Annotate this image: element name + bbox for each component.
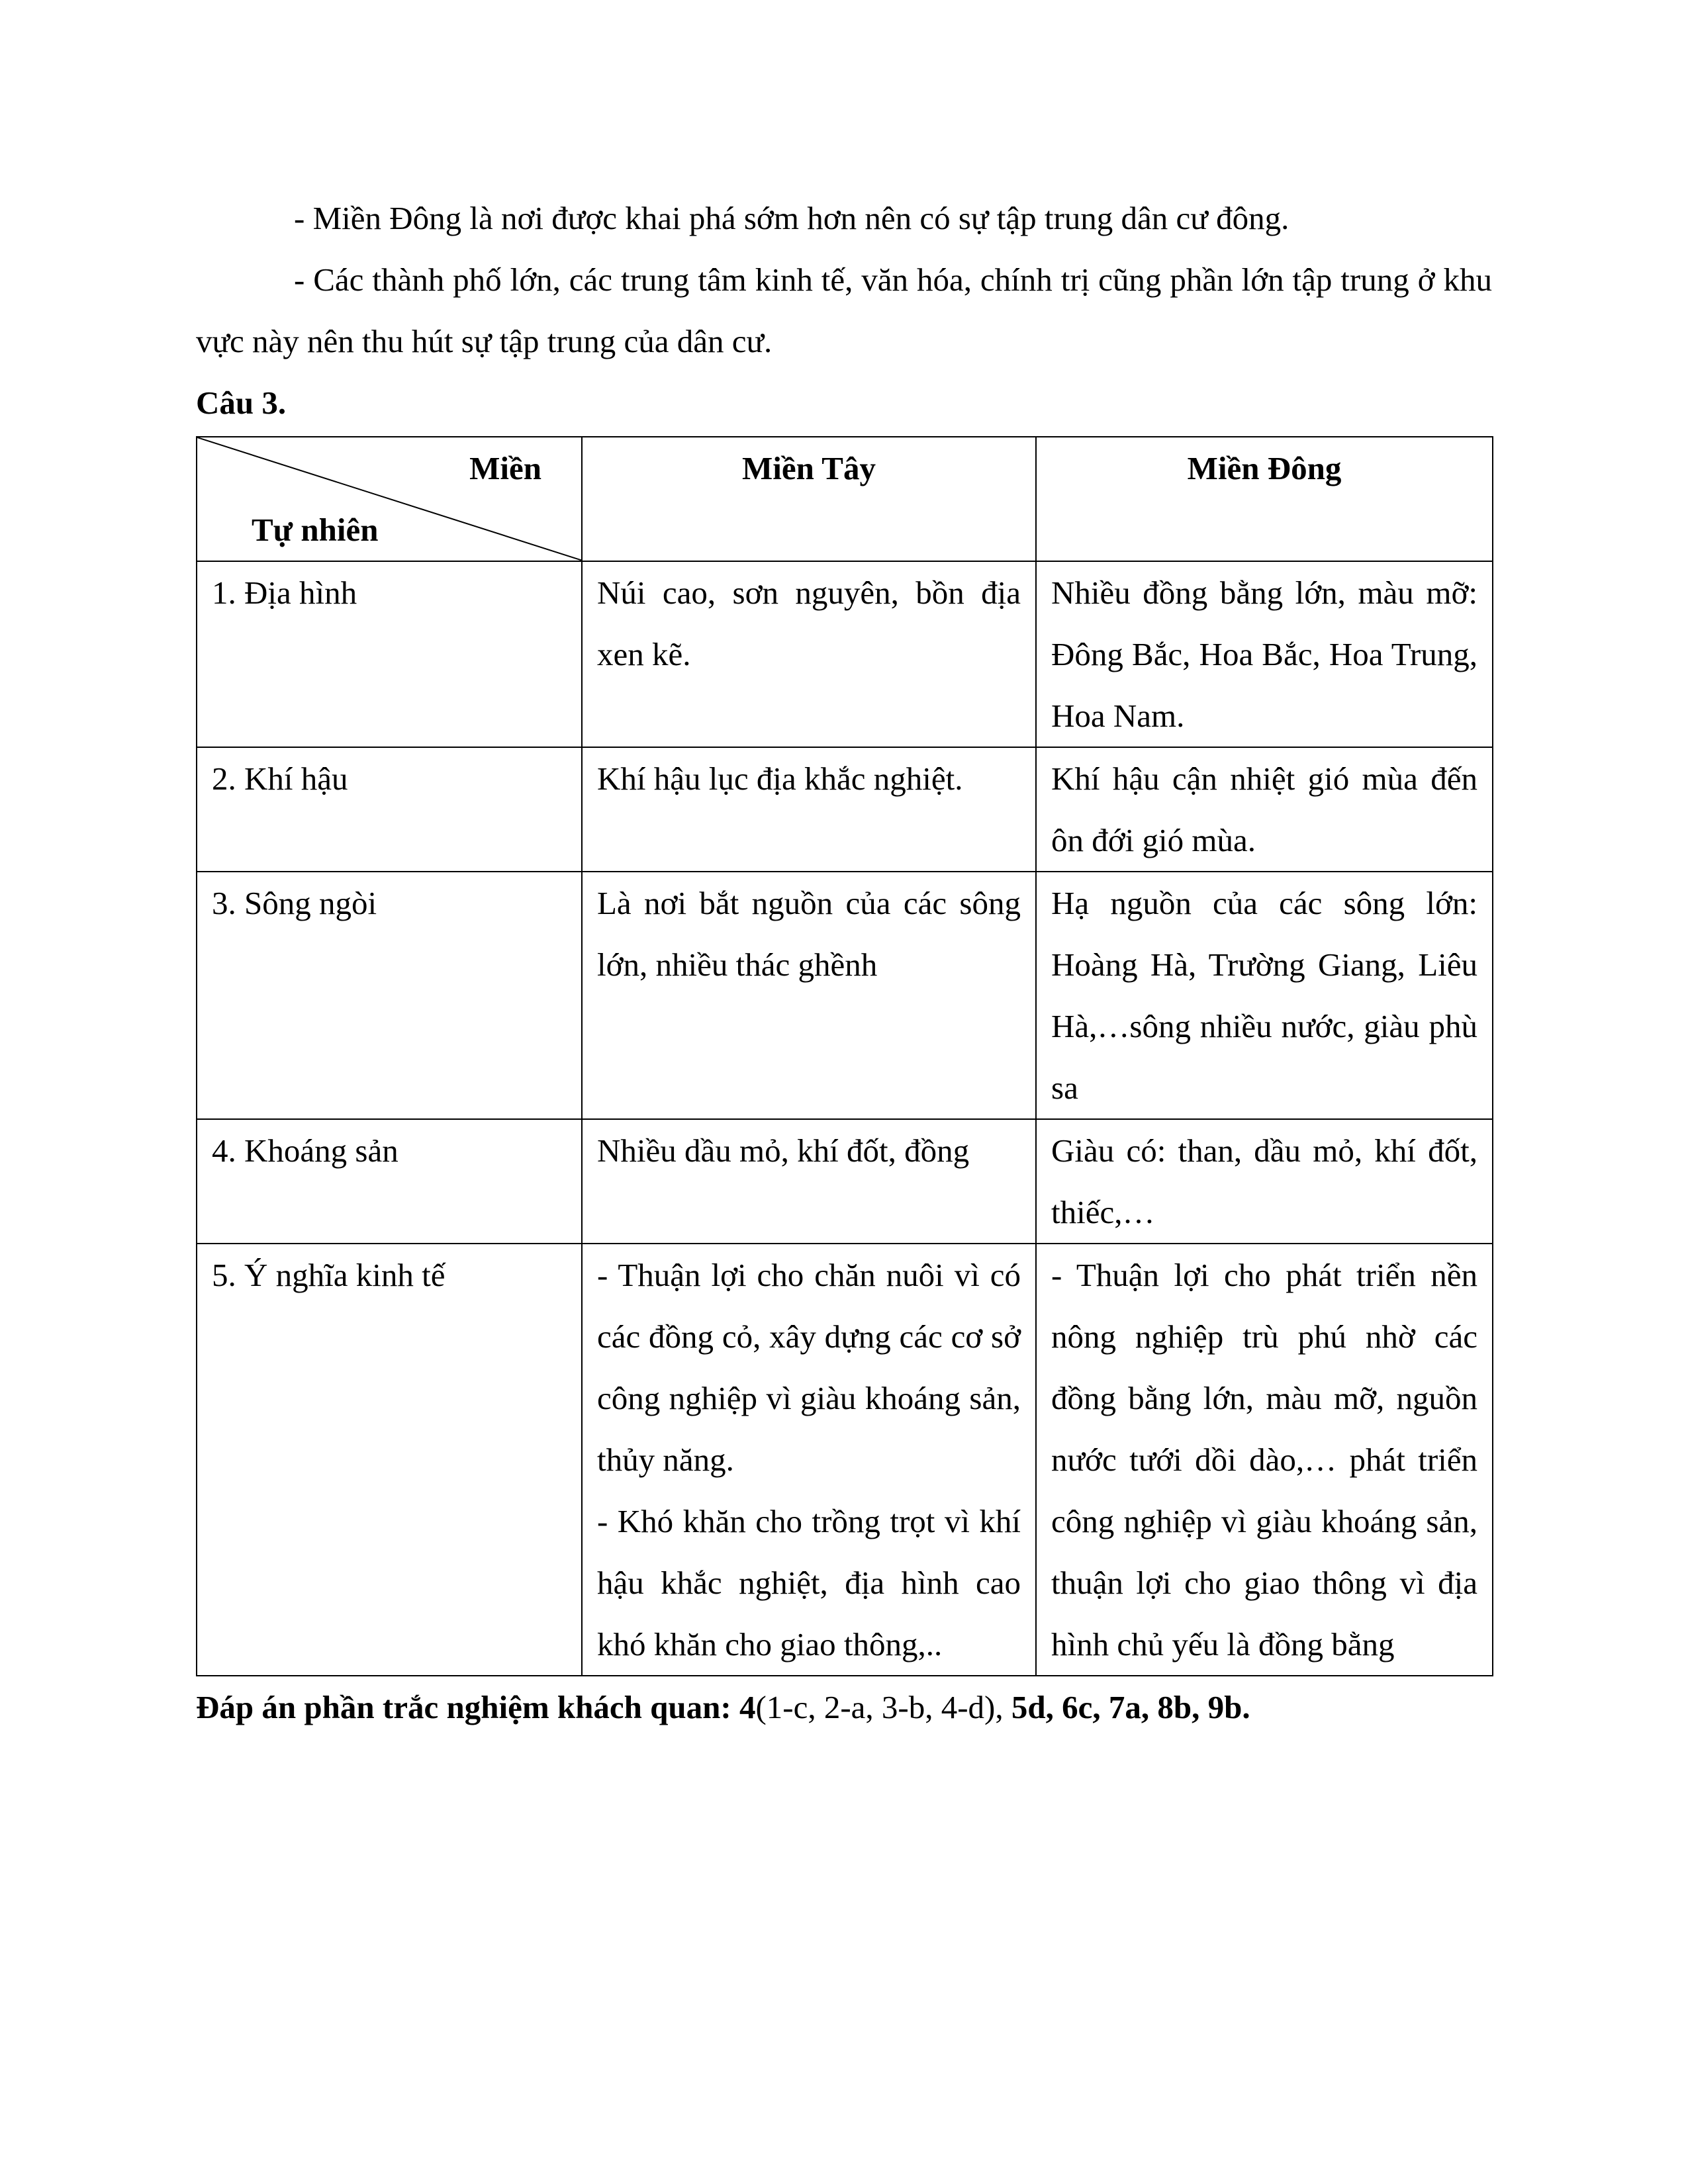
cell-text: - Khó khăn cho trồng trọt vì khí hậu khắc nghiệt, địa hình cao khó khăn cho giao thông,..: [597, 1503, 1021, 1662]
cell-text: Núi cao, sơn nguyên, bồn địa xen kẽ.: [597, 574, 1021, 672]
question-3-label: Câu 3.: [196, 385, 287, 421]
cell-east-economic-meaning: [1036, 1244, 1493, 1676]
table-row: [197, 1244, 1493, 1676]
table-header-row: [197, 437, 1493, 561]
table-row: [197, 747, 1493, 872]
cell-text: Là nơi bắt nguồn của các sông lớn, nhiều thác ghềnh: [597, 885, 1021, 983]
cell-west-terrain: [582, 561, 1036, 747]
answer-rest: 5d, 6c, 7a, 8b, 9b.: [1011, 1689, 1250, 1725]
comparison-table: [196, 436, 1493, 1676]
cell-text: - Thuận lợi cho chăn nuôi vì có các đồng cỏ, xây dựng các cơ sở công nghiệp vì giàu khoáng sản, thủy năng.: [597, 1257, 1021, 1478]
paragraph-east-settlement: - Miền Đông là nơi được khai phá sớm hơn nên có sự tập trung dân cư đông.: [294, 200, 1289, 236]
cell-text: Giàu có: than, dầu mỏ, khí đốt, thiếc,…: [1051, 1132, 1477, 1230]
cell-text: - Thuận lợi cho phát triển nền nông nghiệp trù phú nhờ các đồng bằng lớn, màu mỡ, nguồn nước tưới dồi dào,… phát triển công nghiệp vì giàu khoáng sản, thuận lợi cho giao thông vì địa hình chủ yếu là đồng bằng: [1051, 1257, 1477, 1662]
corner-label-region: Miền: [469, 450, 541, 486]
column-header-west: Miền Tây: [582, 437, 1036, 561]
corner-label-nature: Tự nhiên: [252, 512, 379, 548]
row-label-rivers: 3. Sông ngòi: [197, 872, 582, 1119]
row-label-climate: 2. Khí hậu: [197, 747, 582, 872]
table-row: [197, 1119, 1493, 1244]
cell-east-minerals: [1036, 1119, 1493, 1244]
answer-q4-detail: (1-c, 2-a, 3-b, 4-d),: [755, 1689, 1011, 1725]
column-header-east: Miền Đông: [1036, 437, 1493, 561]
cell-east-rivers: [1036, 872, 1493, 1119]
cell-west-economic-meaning: [582, 1244, 1036, 1676]
cell-west-rivers: [582, 872, 1036, 1119]
answer-key: [196, 1676, 1492, 1738]
answer-key-label: Đáp án phần trắc nghiệm khách quan:: [196, 1689, 739, 1725]
cell-west-climate: [582, 747, 1036, 872]
cell-text: Nhiều đồng bằng lớn, màu mỡ: Đông Bắc, Hoa Bắc, Hoa Trung, Hoa Nam.: [1051, 574, 1477, 734]
cell-west-minerals: [582, 1119, 1036, 1244]
paragraph-cities: - Các thành phố lớn, các trung tâm kinh tế, văn hóa, chính trị cũng phần lớn tập trung ở khu vực này nên thu hút sự tập trung của dân cư.: [196, 261, 1492, 359]
table-row: [197, 872, 1493, 1119]
row-label-economic-meaning: 5. Ý nghĩa kinh tế: [197, 1244, 582, 1676]
row-label-minerals: 4. Khoáng sản: [197, 1119, 582, 1244]
answer-q4: 4: [739, 1689, 756, 1725]
table-row: [197, 561, 1493, 747]
cell-text: Nhiều dầu mỏ, khí đốt, đồng: [597, 1132, 970, 1169]
document-page: [196, 187, 1492, 1738]
cell-east-terrain: [1036, 561, 1493, 747]
row-label-terrain: 1. Địa hình: [197, 561, 582, 747]
corner-header-cell: [197, 437, 582, 561]
cell-text: Khí hậu cận nhiệt gió mùa đến ôn đới gió mùa.: [1051, 760, 1477, 858]
cell-east-climate: [1036, 747, 1493, 872]
cell-text: Hạ nguồn của các sông lớn: Hoàng Hà, Trường Giang, Liêu Hà,…sông nhiều nước, giàu phù sa: [1051, 885, 1477, 1106]
cell-text: Khí hậu lục địa khắc nghiệt.: [597, 760, 963, 797]
